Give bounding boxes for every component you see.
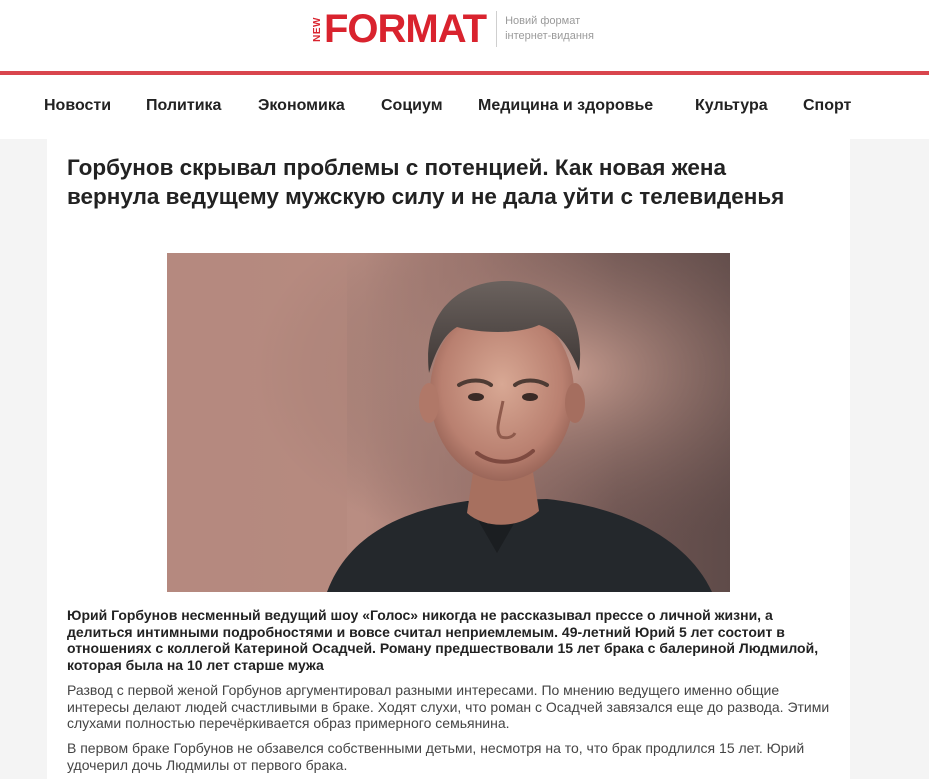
logo-format-text: FORMAT	[324, 7, 487, 51]
nav-item-economy[interactable]: Экономика	[258, 97, 345, 114]
nav-item-health[interactable]: Медицина и здоровье	[478, 97, 654, 114]
tagline-line-1: Новий формат	[505, 15, 581, 27]
article-lead: Юрий Горбунов несменный ведущий шоу «Голос» никогда не рассказывал прессе о личной жизни, а делиться интимными подробностями и вовсе считал неприемлемым. 49-летний Юрий 5 лет состоит в отношениях с коллегой Катериной Осадчей. Роману предшествовали 15 лет брака с балериной Людмилой, которая была на 10 лет старше мужа	[67, 607, 819, 673]
site-logo[interactable]	[313, 8, 594, 50]
article-paragraph: В первом браке Горбунов не обзавелся собственными детьми, несмотря на то, что брак продлился 15 лет. Юрий удочерил дочь Людмилы от первого брака.	[67, 740, 805, 773]
logo-divider	[496, 11, 497, 47]
logo-new-text: NEW	[312, 16, 323, 42]
nav-item-society[interactable]: Социум	[381, 97, 443, 114]
nav-item-news[interactable]: Новости	[44, 97, 112, 114]
article-title: Горбунов скрывал проблемы с потенцией. Как новая жена вернула ведущему мужскую силу и не дала уйти с телевиденья	[67, 155, 785, 209]
nav-item-politics[interactable]: Политика	[146, 97, 222, 114]
article-paragraph: Развод с первой женой Горбунов аргументировал разными интересами. По мнению ведущего именно общие интересы делают людей счастливыми в браке. Ходят слухи, что роман с Осадчей завязался еще до развода. Этими слухами полностью перечёркивается образ примерного семьянина.	[67, 682, 830, 731]
article	[47, 139, 850, 779]
site-header	[0, 0, 929, 71]
nav-item-sport[interactable]: Спорт	[803, 97, 852, 114]
logo-tagline	[505, 14, 594, 44]
main-nav	[0, 75, 929, 139]
nav-item-culture[interactable]: Культура	[695, 97, 768, 114]
portrait-illustration	[167, 253, 730, 592]
article-photo	[167, 253, 730, 592]
tagline-line-2: інтернет-видання	[505, 30, 594, 42]
